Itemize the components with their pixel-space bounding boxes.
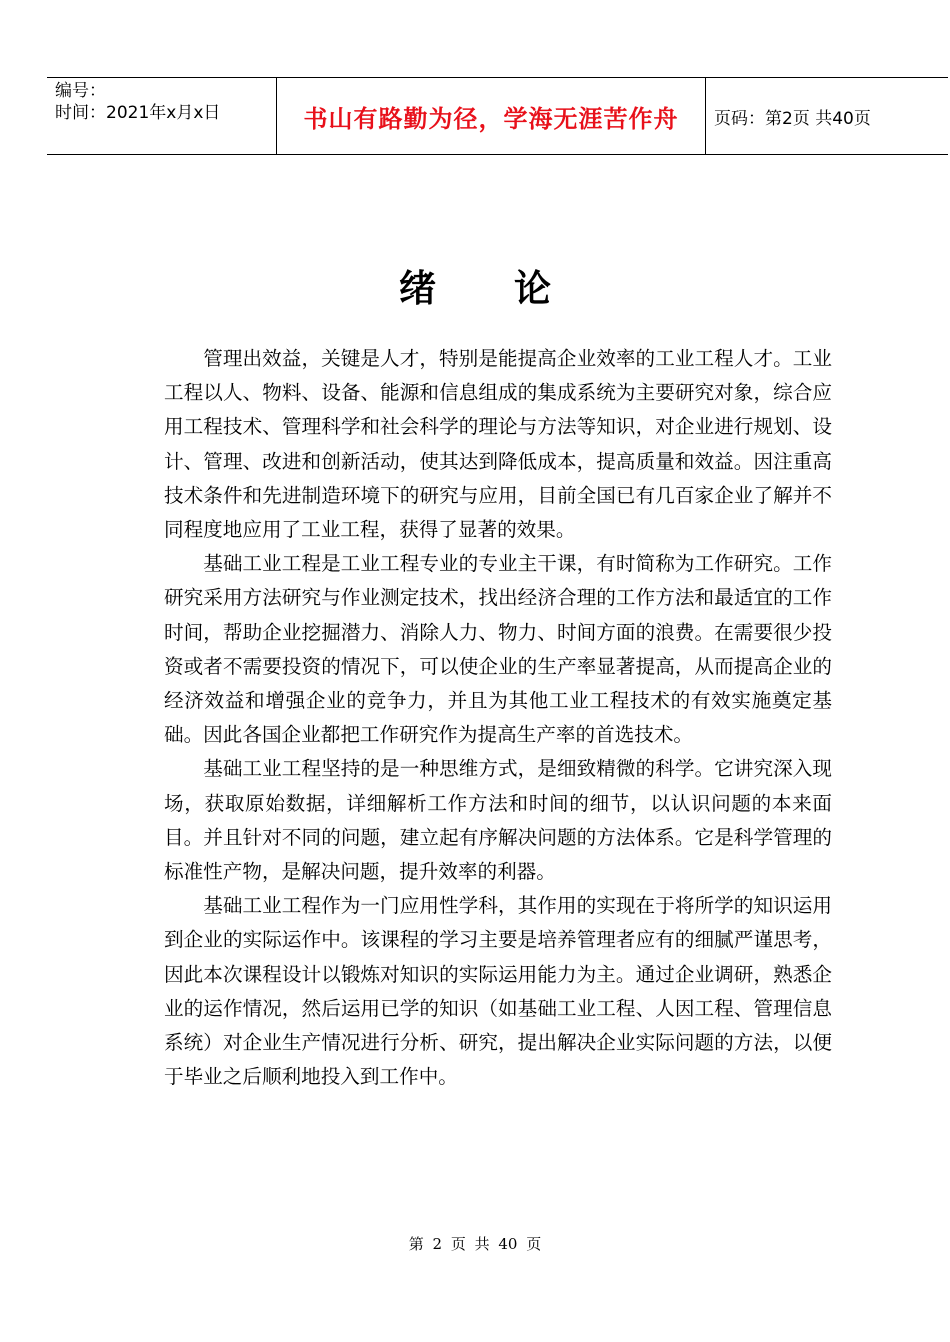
page-footer: 第 2 页 共 40 页 [408,1235,542,1253]
document-title: 绪论 [399,267,629,310]
paragraph: 基础工业工程是工业工程专业的专业主干课，有时简称为工作研究。工作研究采用方法研究与作业测定技术，找出经济合理的工作方法和最适宜的工作时间，帮助企业挖掘潜力、消除人力、物力、时间方面的浪费。在需要很少投资或者不需要投资的情况下，可以使企业的生产率显著提高，从而提高企业的经济效益和增强企业的竞争力，并且为其他工业工程技术的有效实施奠定基础。因此各国企业都把工作研究作为提高生产率的首选技术。 [164,552,832,747]
page-header [47,77,948,155]
paragraph: 基础工业工程坚持的是一种思维方式，是细致精微的科学。它讲究深入现场，获取原始数据，详细解析工作方法和时间的细节，以认识问题的本来面目。并且针对不同的问题，建立起有序解决问题的方法体系。它是科学管理的标准性产物，是解决问题，提升效率的利器。 [164,757,832,884]
header-page-info: 页码：第2页 共40页 [714,108,871,129]
paragraph: 基础工业工程作为一门应用性学科，其作用的实现在于将所学的知识运用到企业的实际运作中。该课程的学习主要是培养管理者应有的细腻严谨思考，因此本次课程设计以锻炼对知识的实际运用能力为主。通过企业调研，熟悉企业的运作情况，然后运用已学的知识（如基础工业工程、人因工程、管理信息系统）对企业生产情况进行分析、研究，提出解决企业实际问题的方法，以便于毕业之后顺利地投入到工作中。 [164,894,832,1089]
time-label: 时间：2021年x月x日 [55,103,221,123]
header-meta-cell [47,78,277,154]
header-motto: 书山有路勤为径，学海无涯苦作舟 [277,78,706,154]
document-body [164,342,832,1094]
number-label: 编号： [55,81,106,101]
paragraph: 管理出效益，关键是人才，特别是能提高企业效率的工业工程人才。工业工程以人、物料、设备、能源和信息组成的集成系统为主要研究对象，综合应用工程技术、管理科学和社会科学的理论与方法等知识，对企业进行规划、设计、管理、改进和创新活动，使其达到降低成本，提高质量和效益。因注重高技术条件和先进制造环境下的研究与应用，目前全国已有几百家企业了解并不同程度地应用了工业工程，获得了显著的效果。 [164,347,832,542]
